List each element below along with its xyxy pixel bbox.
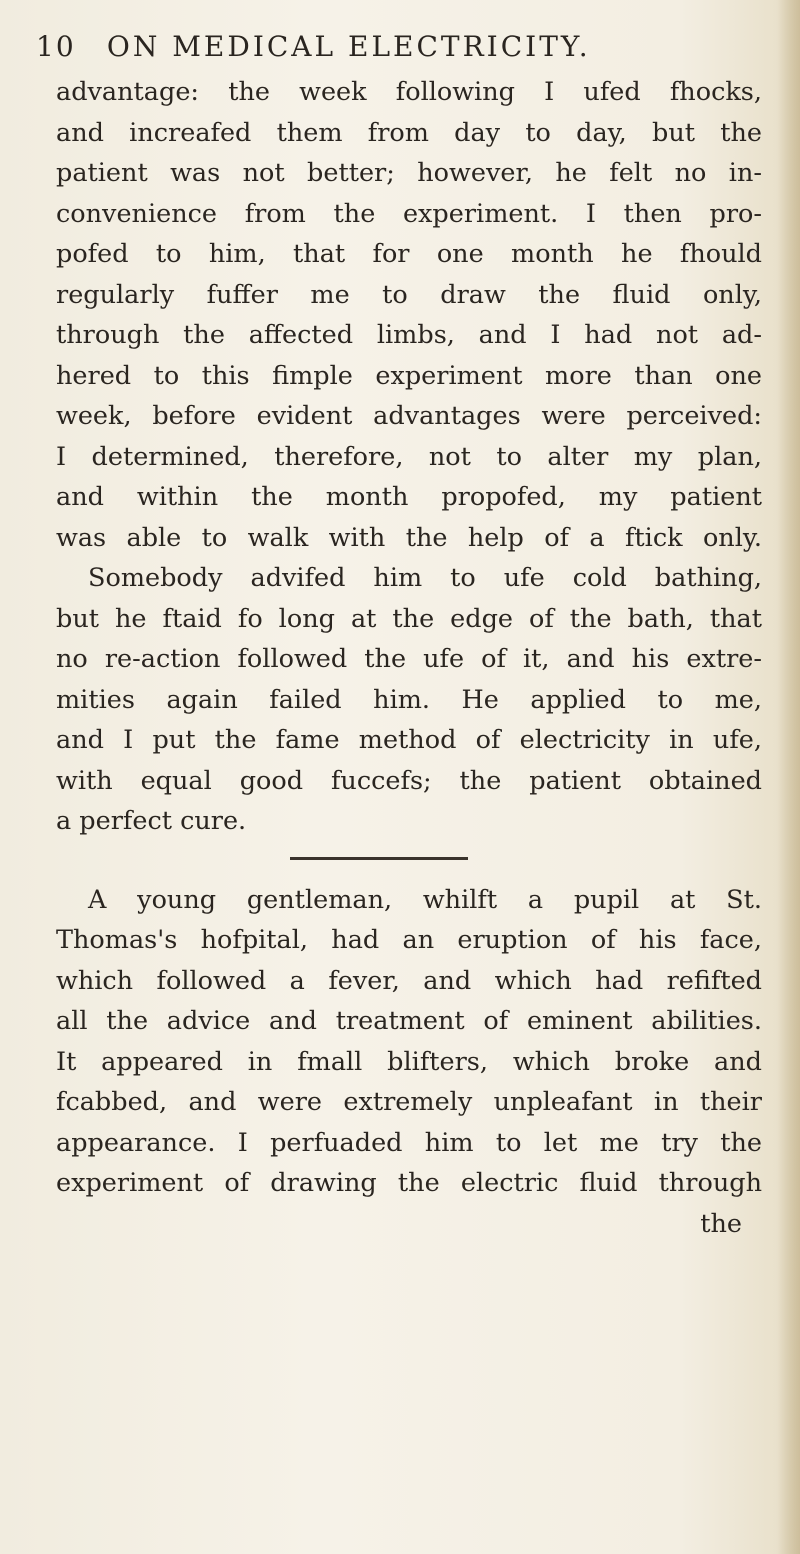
page-edge-shadow — [778, 0, 800, 1554]
text-line: A young gentleman, whilft a pupil at St. — [88, 884, 762, 915]
text-line: with equal good fuccefs; the patient obtained — [56, 765, 762, 796]
text-line: patient was not better; however, he felt no in- — [56, 158, 762, 188]
section-divider-rule — [56, 842, 762, 868]
text-line: and I put the fame method of electricity in ufe, — [56, 725, 762, 755]
text-line: regularly fuffer me to draw the fluid only, — [56, 279, 762, 310]
text-line: all the advice and treatment of eminent abilities. — [56, 1006, 762, 1036]
text-line: appearance. I perfuaded him to let me try the — [56, 1127, 762, 1158]
text-line: which followed a fever, and which had refifted — [56, 965, 762, 996]
text-line: advantage: the week following I ufed fhocks, — [56, 77, 762, 107]
text-line: a perfect cure. — [56, 806, 247, 836]
text-line: and within the month propofed, my patient — [56, 482, 762, 512]
page-header — [36, 30, 776, 70]
text-line: experiment of drawing the electric fluid through — [56, 1168, 762, 1198]
text-line: no re-action followed the ufe of it, and his extre- — [56, 644, 762, 674]
text-line: I determined, therefore, not to alter my plan, — [56, 441, 762, 472]
text-line: hered to this fimple experiment more than one — [56, 360, 762, 391]
text-line: convenience from the experiment. I then pro- — [56, 198, 762, 229]
text-line: and increafed them from day to day, but the — [56, 117, 762, 148]
text-line: It appeared in fmall blifters, which broke and — [56, 1046, 762, 1077]
running-title: ON MEDICAL ELECTRICITY. — [106, 30, 591, 63]
text-line: fcabbed, and were extremely unpleafant in their — [56, 1087, 762, 1117]
body-text — [56, 72, 762, 1244]
text-line: week, before evident advantages were perceived: — [56, 401, 762, 431]
text-line: was able to walk with the help of a ftick only. — [56, 522, 762, 553]
text-line: mities again failed him. He applied to me, — [56, 684, 762, 715]
text-line: pofed to him, that for one month he fhould — [56, 239, 762, 269]
catchword: the — [700, 1208, 742, 1239]
text-line: through the affected limbs, and I had not ad- — [56, 320, 762, 350]
text-line: Somebody advifed him to ufe cold bathing, — [88, 563, 762, 593]
text-line: Thomas's hofpital, had an eruption of his face, — [56, 925, 762, 955]
text-line: but he ftaid fo long at the edge of the bath, that — [56, 603, 762, 634]
page-number: 10 — [36, 30, 76, 63]
